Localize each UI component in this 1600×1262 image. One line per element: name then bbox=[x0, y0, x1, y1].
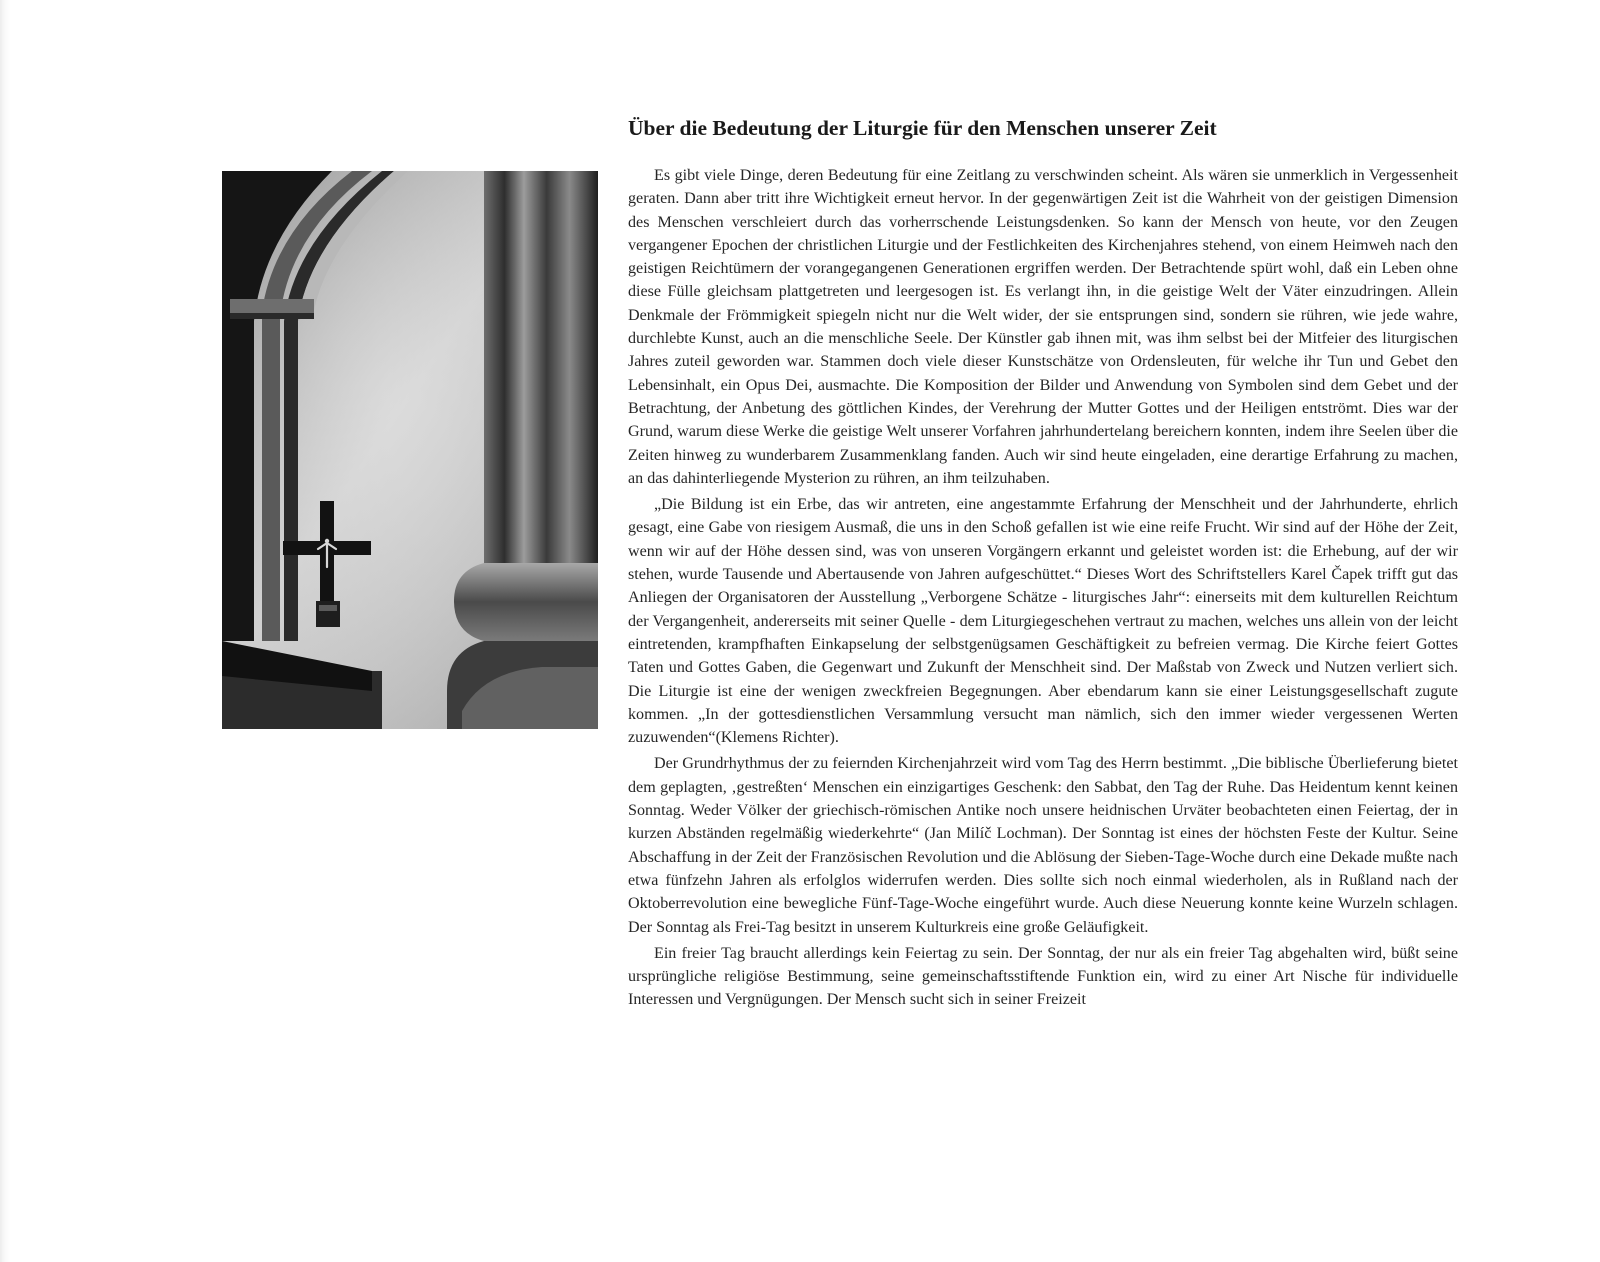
pillar-base bbox=[454, 563, 598, 641]
capital-band bbox=[230, 299, 314, 313]
paragraph: Ein freier Tag braucht allerdings kein Feiertag zu sein. Der Sonntag, der nur als ein freier Tag abgehalten wird, büßt seine ursprüngliche religiöse Bestimmung, seine gemeinschaftsstiftende Funktion ein, wird zu einer Art Nische für individuelle Interessen und Vergnügungen. Der Mensch sucht sich in seiner Freizeit bbox=[628, 944, 1458, 1009]
paragraph: Der Grundrhythmus der zu feiernden Kirchenjahrzeit wird vom Tag des Herrn bestimmt. „Die biblische Überlieferung bietet dem geplagten, ‚gestreßten‘ Menschen ein einzigartiges Geschenk: den Sabbat, den Tag der Ruhe. Das Heidentum kennt keinen Sonntag. Weder Völker der griechisch-römischen Antike noch unsere heidnischen Urväter beobachteten einen Feiertag, der in kurzen Abständen regelmäßig wiederkehrte“ (Jan Milíč Lochman). Der Sonntag ist eines der höchsten Feste der Kultur. Seine Abschaffung in der Zeit der Französischen Revolution und die Ablösung der Sieben-Tage-Woche durch eine Dekade mußte nach etwa fünfzehn Jahren als erfolglos widerrufen werden. Dies sollte sich noch einmal wiederholen, als in Rußland nach der Oktoberrevolution eine bewegliche Fünf-Tage-Woche eingeführt wurde. Auch diese Neuerung konnte keine Wurzeln schlagen. Der Sonntag als Frei-Tag besitzt in unserem Kulturkreis eine große Geläufigkeit. bbox=[628, 755, 1458, 936]
cross-plaque bbox=[316, 601, 340, 627]
body-text bbox=[628, 164, 1458, 1012]
paragraph: „Die Bildung ist ein Erbe, das wir antreten, eine angestammte Erfahrung der Menschheit und der Jahrhunderte, ehrlich gesagt, eine Gabe von riesigem Ausmaß, die uns in den Schoß gefallen ist wie eine reife Frucht. Wir sind auf der Höhe der Zeit, wenn wir auf der Höhe dessen sind, was von unseren Vorgängern erkannt und geleistet worden ist: die Erhebung, auf der wir stehen, wurde Tausende und Abertausende von Jahren aufgeschüttet.“ Dieses Wort des Schriftstellers Karel Čapek trifft gut das Anliegen der Organisatoren der Ausstellung „Verborgene Schätze - liturgisches Jahr“: einerseits mit dem kulturellen Reichtum der Vergangenheit, andererseits mit seiner Quelle - dem Liturgiegeschehen vertraut zu machen, welches uns allein von der leicht eintretenden, krampfhaften Einkapselung der selbstgenügsamen Geschäftigkeit zu befreien vermag. Die Kirche feiert Gottes Taten und Gottes Gaben, die Gegenwart und Zukunft der Menschheit sind. Der Maßstab von Zweck und Nutzen verliert sich. Die Liturgie ist eine der wenigen zweckfreien Begegnungen. Aber ebendarum kann sie einer Leistungsgesellschaft zugute kommen. „In der gottesdienstlichen Versammlung versucht man nämlich, sich den immer wieder vergessenen Werten zuzuwenden“(Klemens Richter). bbox=[628, 496, 1458, 747]
church-crucifix-photo bbox=[222, 171, 598, 729]
paragraph: Es gibt viele Dinge, deren Bedeutung für eine Zeitlang zu verschwinden scheint. Als wären sie unmerklich in Vergessenheit geraten. Dann aber tritt ihre Wichtigkeit erneut hervor. In der gegenwärtigen Zeit ist die Wahrheit von der geistigen Dimension des Menschen verschleiert durch das vorherrschende Leistungsdenken. So kann der Mensch von heute, vor den Zeugen vergangener Epochen der christlichen Liturgie und der Festlichkeiten des Kirchenjahres stehend, von einem Heimweh nach den geistigen Reichtümern der vorangegangenen Generationen ergriffen werden. Der Betrachtende spürt wohl, daß ein Leben ohne diese Fülle gleichsam plattgetreten und leergesogen ist. Es verlangt ihn, in die geistige Welt der Väter einzudringen. Allein Denkmale der Frömmigkeit spiegeln nicht nur die Welt wider, der sie entsprungen sind, sondern sie rühren, wie jede wahre, durchlebte Kunst, auch an die menschliche Seele. Der Künstler gab ihnen mit, was ihm selbst bei der Mitfeier des liturgischen Jahres zuteil geworden war. Stammen doch viele dieser Kunstschätze von Ordensleuten, für welche ihr Tun und Gebet den Lebensinhalt, ein Opus Dei, ausmachte. Die Komposition der Bilder und Anwendung von Symbolen sind dem Gebet und der Betrachtung, der Anbetung des göttlichen Kindes, der Verehrung der Mutter Gottes und der Heiligen entströmt. Dies war der Grund, warum diese Werke die geistige Welt unserer Vorfahren jahrhundertelang bereichern konnten, indem ihre Seelen über die Zeiten hinweg zu wunderbarem Zusammenklang fanden. Auch wir sind heute eingeladen, eine derartige Erfahrung zu machen, an das dahinterliegende Mysterion zu rühren, an ihm teilzuhaben. bbox=[628, 167, 1458, 487]
page-edge bbox=[0, 0, 10, 1262]
page-title: Über die Bedeutung der Liturgie für den Menschen unserer Zeit bbox=[628, 116, 1217, 140]
